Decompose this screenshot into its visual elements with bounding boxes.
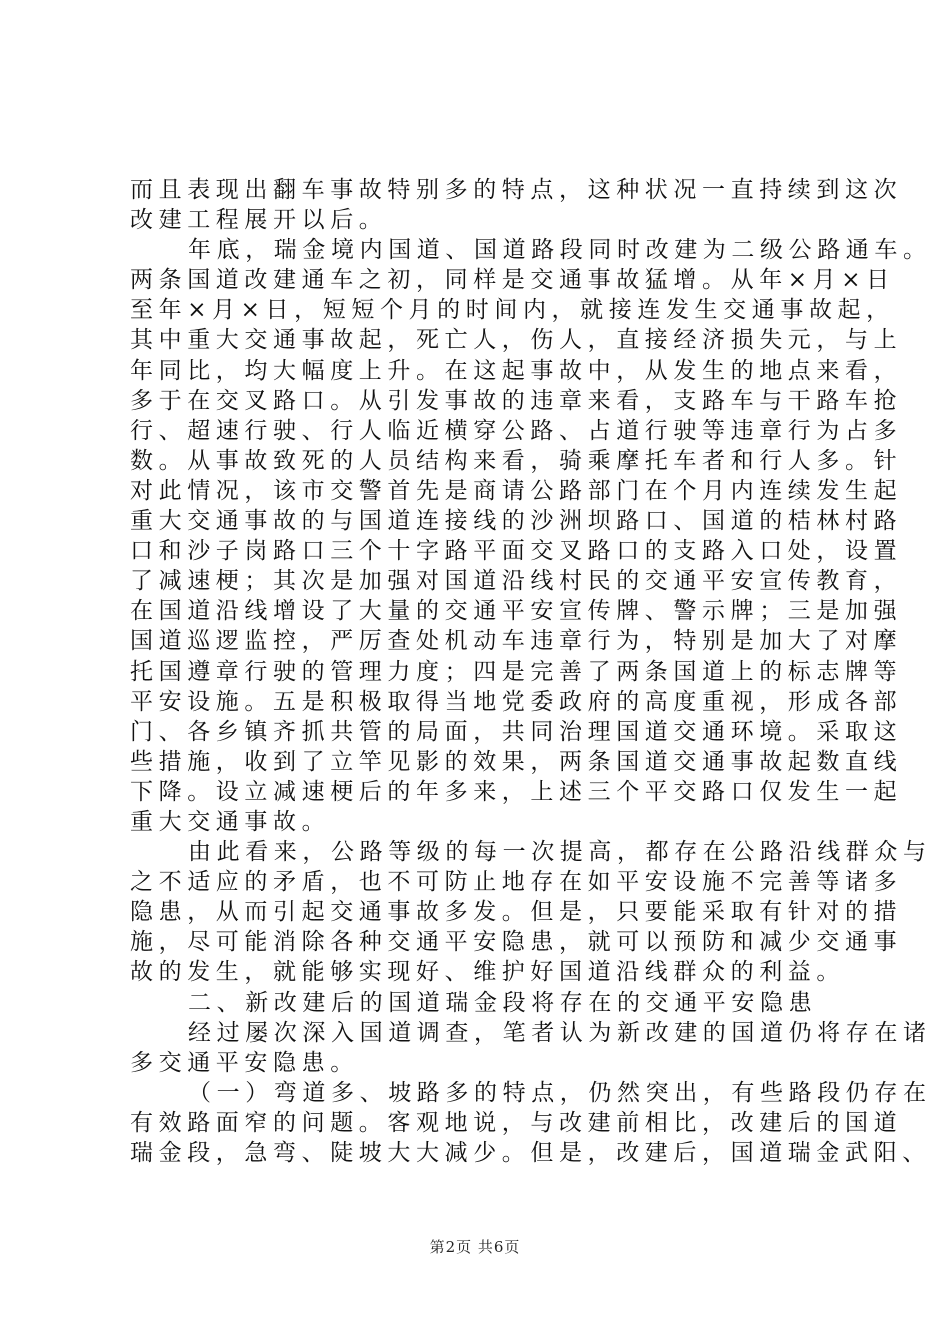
text-line: 行、超速行驶、行人临近横穿公路、占道行驶等违章行为占多 <box>130 417 903 444</box>
text-line: 了减速梗；其次是加强对国道沿线村民的交通平安宣传教育， <box>130 568 903 595</box>
text-line: 国道巡逻监控，严厉查处机动车违章行为，特别是加大了对摩 <box>130 628 903 655</box>
text-line: 而且表现出翻车事故特别多的特点，这种状况一直持续到这次 <box>130 177 903 203</box>
text-line: 多于在交叉路口。从引发事故的违章来看，支路车与干路车抢 <box>130 387 903 414</box>
text-line: 之不适应的矛盾，也不可防止地存在如平安设施不完善等诸多 <box>130 869 903 896</box>
text-line: 二、新改建后的国道瑞金段将存在的交通平安隐患 <box>188 989 818 1016</box>
text-line: （一）弯道多、坡路多的特点，仍然突出，有些路段仍存在 <box>188 1079 932 1106</box>
text-line: 口和沙子岗路口三个十字路平面交叉路口的支路入口处，设置 <box>130 538 903 565</box>
text-line: 经过屡次深入国道调查，笔者认为新改建的国道仍将存在诸 <box>188 1019 932 1046</box>
text-line: 至年×月×日，短短个月的时间内，就接连发生交通事故起， <box>130 297 895 324</box>
text-line: 改建工程展开以后。 <box>130 207 388 234</box>
text-line: 平安设施。五是积极取得当地党委政府的高度重视，形成各部 <box>130 688 903 715</box>
text-line: 两条国道改建通车之初，同样是交通事故猛增。从年×月×日 <box>130 267 895 294</box>
text-line: 多交通平安隐患。 <box>130 1049 359 1076</box>
text-line: 由此看来，公路等级的每一次提高，都存在公路沿线群众与 <box>188 839 932 866</box>
text-line: 些措施，收到了立竿见影的效果，两条国道交通事故起数直线 <box>130 748 903 775</box>
text-line: 施，尽可能消除各种交通平安隐患，就可以预防和减少交通事 <box>130 929 903 956</box>
text-line: 年同比，均大幅度上升。在这起事故中，从发生的地点来看， <box>130 357 903 384</box>
text-line: 有效路面窄的问题。客观地说，与改建前相比，改建后的国道 <box>130 1109 903 1136</box>
text-line: 门、各乡镇齐抓共管的局面，共同治理国道交通环境。采取这 <box>130 718 903 745</box>
text-line: 瑞金段，急弯、陡坡大大减少。但是，改建后，国道瑞金武阳、 <box>130 1140 931 1166</box>
text-line: 重大交通事故的与国道连接线的沙洲坝路口、国道的桔林村路 <box>130 508 903 535</box>
text-line: 隐患，从而引起交通事故多发。但是，只要能采取有针对的措 <box>130 899 903 926</box>
text-line: 在国道沿线增设了大量的交通平安宣传牌、警示牌；三是加强 <box>130 598 903 625</box>
text-line: 下降。设立减速梗后的年多来，上述三个平交路口仅发生一起 <box>130 778 903 805</box>
document-body <box>130 175 932 1168</box>
text-line: 对此情况，该市交警首先是商请公路部门在个月内连续发生起 <box>130 477 903 504</box>
text-line: 重大交通事故。 <box>130 808 331 835</box>
text-line: 年底，瑞金境内国道、国道路段同时改建为二级公路通车。 <box>188 237 932 264</box>
page-number-footer: 第2页 共6页 <box>429 1238 521 1256</box>
text-line: 托国遵章行驶的管理力度；四是完善了两条国道上的标志牌等 <box>130 658 903 685</box>
text-line: 其中重大交通事故起，死亡人，伤人，直接经济损失元，与上 <box>130 327 903 354</box>
text-line: 故的发生，就能够实现好、维护好国道沿线群众的利益。 <box>130 959 845 986</box>
text-line: 数。从事故致死的人员结构来看，骑乘摩托车者和行人多。针 <box>130 447 903 474</box>
